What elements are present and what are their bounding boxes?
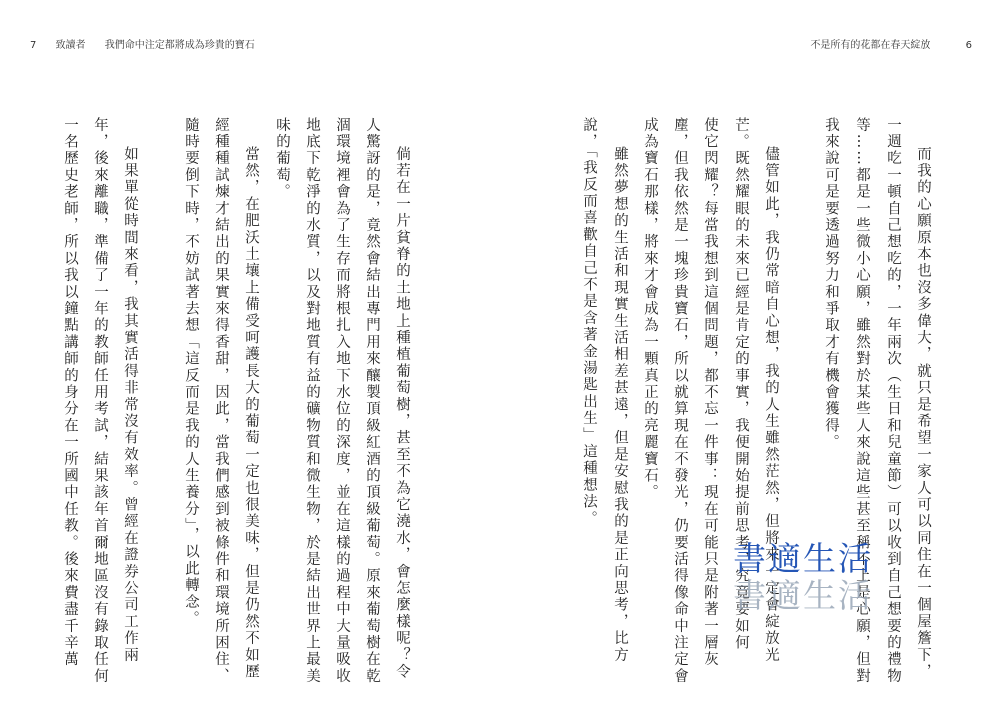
text-column: 味的葡萄。: [274, 117, 290, 201]
text-column: 如果單從時間來看，我其實活得非常沒有效率。曾經在證券公司工作兩: [122, 146, 138, 664]
left-page-header: [30, 36, 271, 51]
text-column: 年，後來離職，準備了一年的教師任用考試，結果該年首爾地區沒有錄取任何: [92, 117, 108, 685]
text-column: 等……都是一些微小心願，雖然對於某些人來說這些甚至稱不上是心願，但對: [854, 117, 870, 685]
watermark-shadow: 書適生活: [733, 576, 873, 615]
text-column: 一週吃一頓自己想吃的，一年兩次（生日和兒童節）可以收到自己想要的禮物: [885, 117, 901, 685]
right-chapter-title: 不是所有的花都在春天綻放: [810, 40, 931, 51]
text-column: 我來說可是要透過努力和爭取才有機會獲得。: [823, 117, 839, 451]
text-column: 說，「我反而喜歡自己不是含著金湯匙出生」這種想法。: [581, 117, 597, 528]
text-column: 成為寶石那樣，將來才會成為一顆真正的亮麗寶石。: [642, 117, 658, 502]
text-column: 隨時要倒下時，不妨試著去想「這反而是我的人生養分」，以此轉念。: [183, 117, 199, 628]
right-page-number: 6: [965, 40, 972, 51]
text-column: 儘管如此，我仍常暗自心想，我的人生雖然茫然，但將來一定會綻放光: [763, 146, 779, 664]
left-section-label: 致讀者: [55, 40, 86, 51]
text-column: 地底下乾淨的水質，以及對地質有益的礦物質和微生物，於是結出世界上最美: [304, 117, 320, 685]
right-page-header: [810, 36, 972, 51]
text-column: 雖然夢想的生活和現實生活相差甚遠，但是安慰我的是正向思考，比方: [612, 146, 628, 664]
text-column: 使它閃耀？每當我想到這個問題，都不忘一件事：現在可能只是附著一層灰: [702, 117, 718, 669]
text-column: 涸環境裡會為了生存而將根扎入地下水位的深度，並在這樣的過程中大量吸收: [334, 117, 350, 685]
text-column: 經種種試煉才結出的果實來得香甜，因此，當我們感到被條件和環境所困住、: [213, 117, 229, 685]
text-column: 人驚訝的是，竟然會結出專門用來釀製頂級紅酒的頂級葡萄。原來葡萄樹在乾: [364, 117, 380, 685]
left-page-number: 7: [30, 40, 37, 51]
text-column: 塵，但我依然是一塊珍貴寶石，所以就算現在不發光，仍要活得像命中注定會: [672, 117, 688, 685]
text-column: 當然，在肥沃土壤上備受呵護長大的葡萄一定也很美味，但是仍然不如歷: [243, 146, 259, 681]
text-column: 倘若在一片貧脊的土地上種植葡萄樹，甚至不為它澆水，會怎麼樣呢？令: [394, 146, 410, 681]
left-chapter-title: 我們命中注定都將成為珍貴的寶石: [104, 40, 255, 51]
watermark-logo: 書適生活: [733, 539, 873, 578]
text-column: 而我的心願原本也沒多偉大，就只是希望一家人可以同住在一個屋簷下，: [915, 146, 931, 681]
text-column: 芒。既然耀眼的未來已經是肯定的事實，我便開始提前思考，究竟要如何: [733, 117, 749, 652]
text-column: 一名歷史老師，所以我以鐘點講師的身分在一所國中任教。後來費盡千辛萬: [62, 117, 78, 669]
